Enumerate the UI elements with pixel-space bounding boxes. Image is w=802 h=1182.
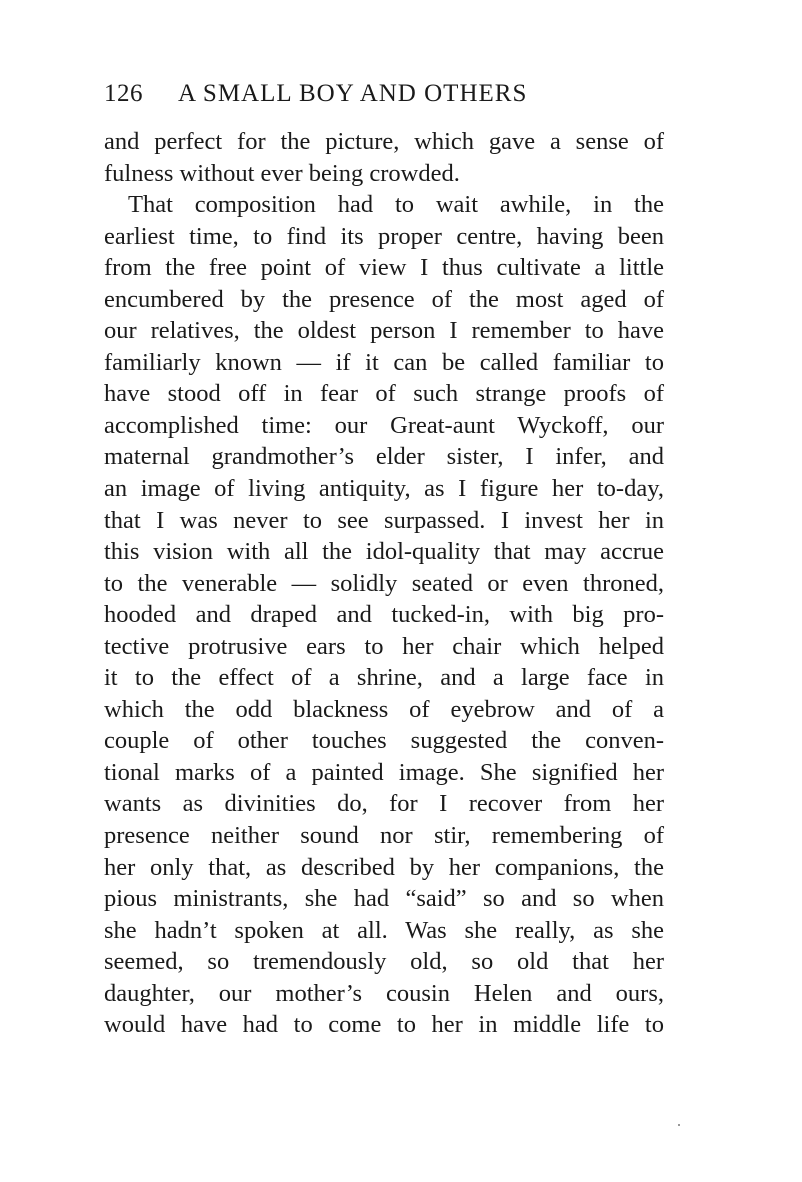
text-line: our relatives, the oldest person I remember to have bbox=[104, 317, 664, 345]
running-head bbox=[104, 80, 664, 114]
text-line: it to the effect of a shrine, and a large face in bbox=[104, 664, 664, 692]
text-line: have stood off in fear of such strange proofs of bbox=[104, 380, 664, 408]
text-line: her only that, as described by her companions, the bbox=[104, 853, 664, 881]
text-line: maternal grandmother’s elder sister, I infer, and bbox=[104, 443, 664, 471]
text-line: from the free point of view I thus cultivate a little bbox=[104, 254, 664, 282]
text-line: tional marks of a painted image. She signified her bbox=[104, 758, 664, 786]
text-line: presence neither sound nor stir, remembering of bbox=[104, 822, 664, 850]
text-line: she hadn’t spoken at all. Was she really, as she bbox=[104, 916, 664, 944]
text-line: couple of other touches suggested the conven- bbox=[104, 727, 664, 755]
scan-speck bbox=[678, 1124, 680, 1126]
text-line: daughter, our mother’s cousin Helen and ours, bbox=[104, 979, 664, 1007]
text-line: and perfect for the picture, which gave a sense of bbox=[104, 128, 664, 155]
text-line: pious ministrants, she had “said” so and so when bbox=[104, 885, 664, 913]
text-line: encumbered by the presence of the most aged of bbox=[104, 285, 664, 313]
paragraph-first-line: That composition had to wait awhile, in the bbox=[128, 191, 664, 219]
body-text bbox=[104, 126, 664, 1041]
text-line: which the odd blackness of eyebrow and of a bbox=[104, 695, 664, 723]
text-line: accomplished time: our Great-aunt Wyckoff, our bbox=[104, 411, 664, 439]
text-line: earliest time, to find its proper centre, having been bbox=[104, 222, 664, 250]
text-line: an image of living antiquity, as I figure her to-day, bbox=[104, 475, 664, 503]
text-line: hooded and draped and tucked-in, with big pro- bbox=[104, 601, 664, 629]
text-line: seemed, so tremendously old, so old that her bbox=[104, 948, 664, 976]
running-title: A SMALL BOY AND OTHERS bbox=[178, 80, 528, 107]
text-line: familiarly known — if it can be called familiar to bbox=[104, 348, 664, 376]
text-line: would have had to come to her in middle life to bbox=[104, 1011, 664, 1039]
text-line: this vision with all the idol-quality that may accrue bbox=[104, 538, 664, 566]
text-line: wants as divinities do, for I recover from her bbox=[104, 790, 664, 818]
page-number: 126 bbox=[104, 80, 143, 107]
text-line: to the venerable — solidly seated or even throned, bbox=[104, 569, 664, 597]
text-line: tective protrusive ears to her chair which helped bbox=[104, 632, 664, 660]
text-line: that I was never to see surpassed. I invest her in bbox=[104, 506, 664, 534]
text-line: fulness without ever being crowded. bbox=[104, 159, 460, 187]
